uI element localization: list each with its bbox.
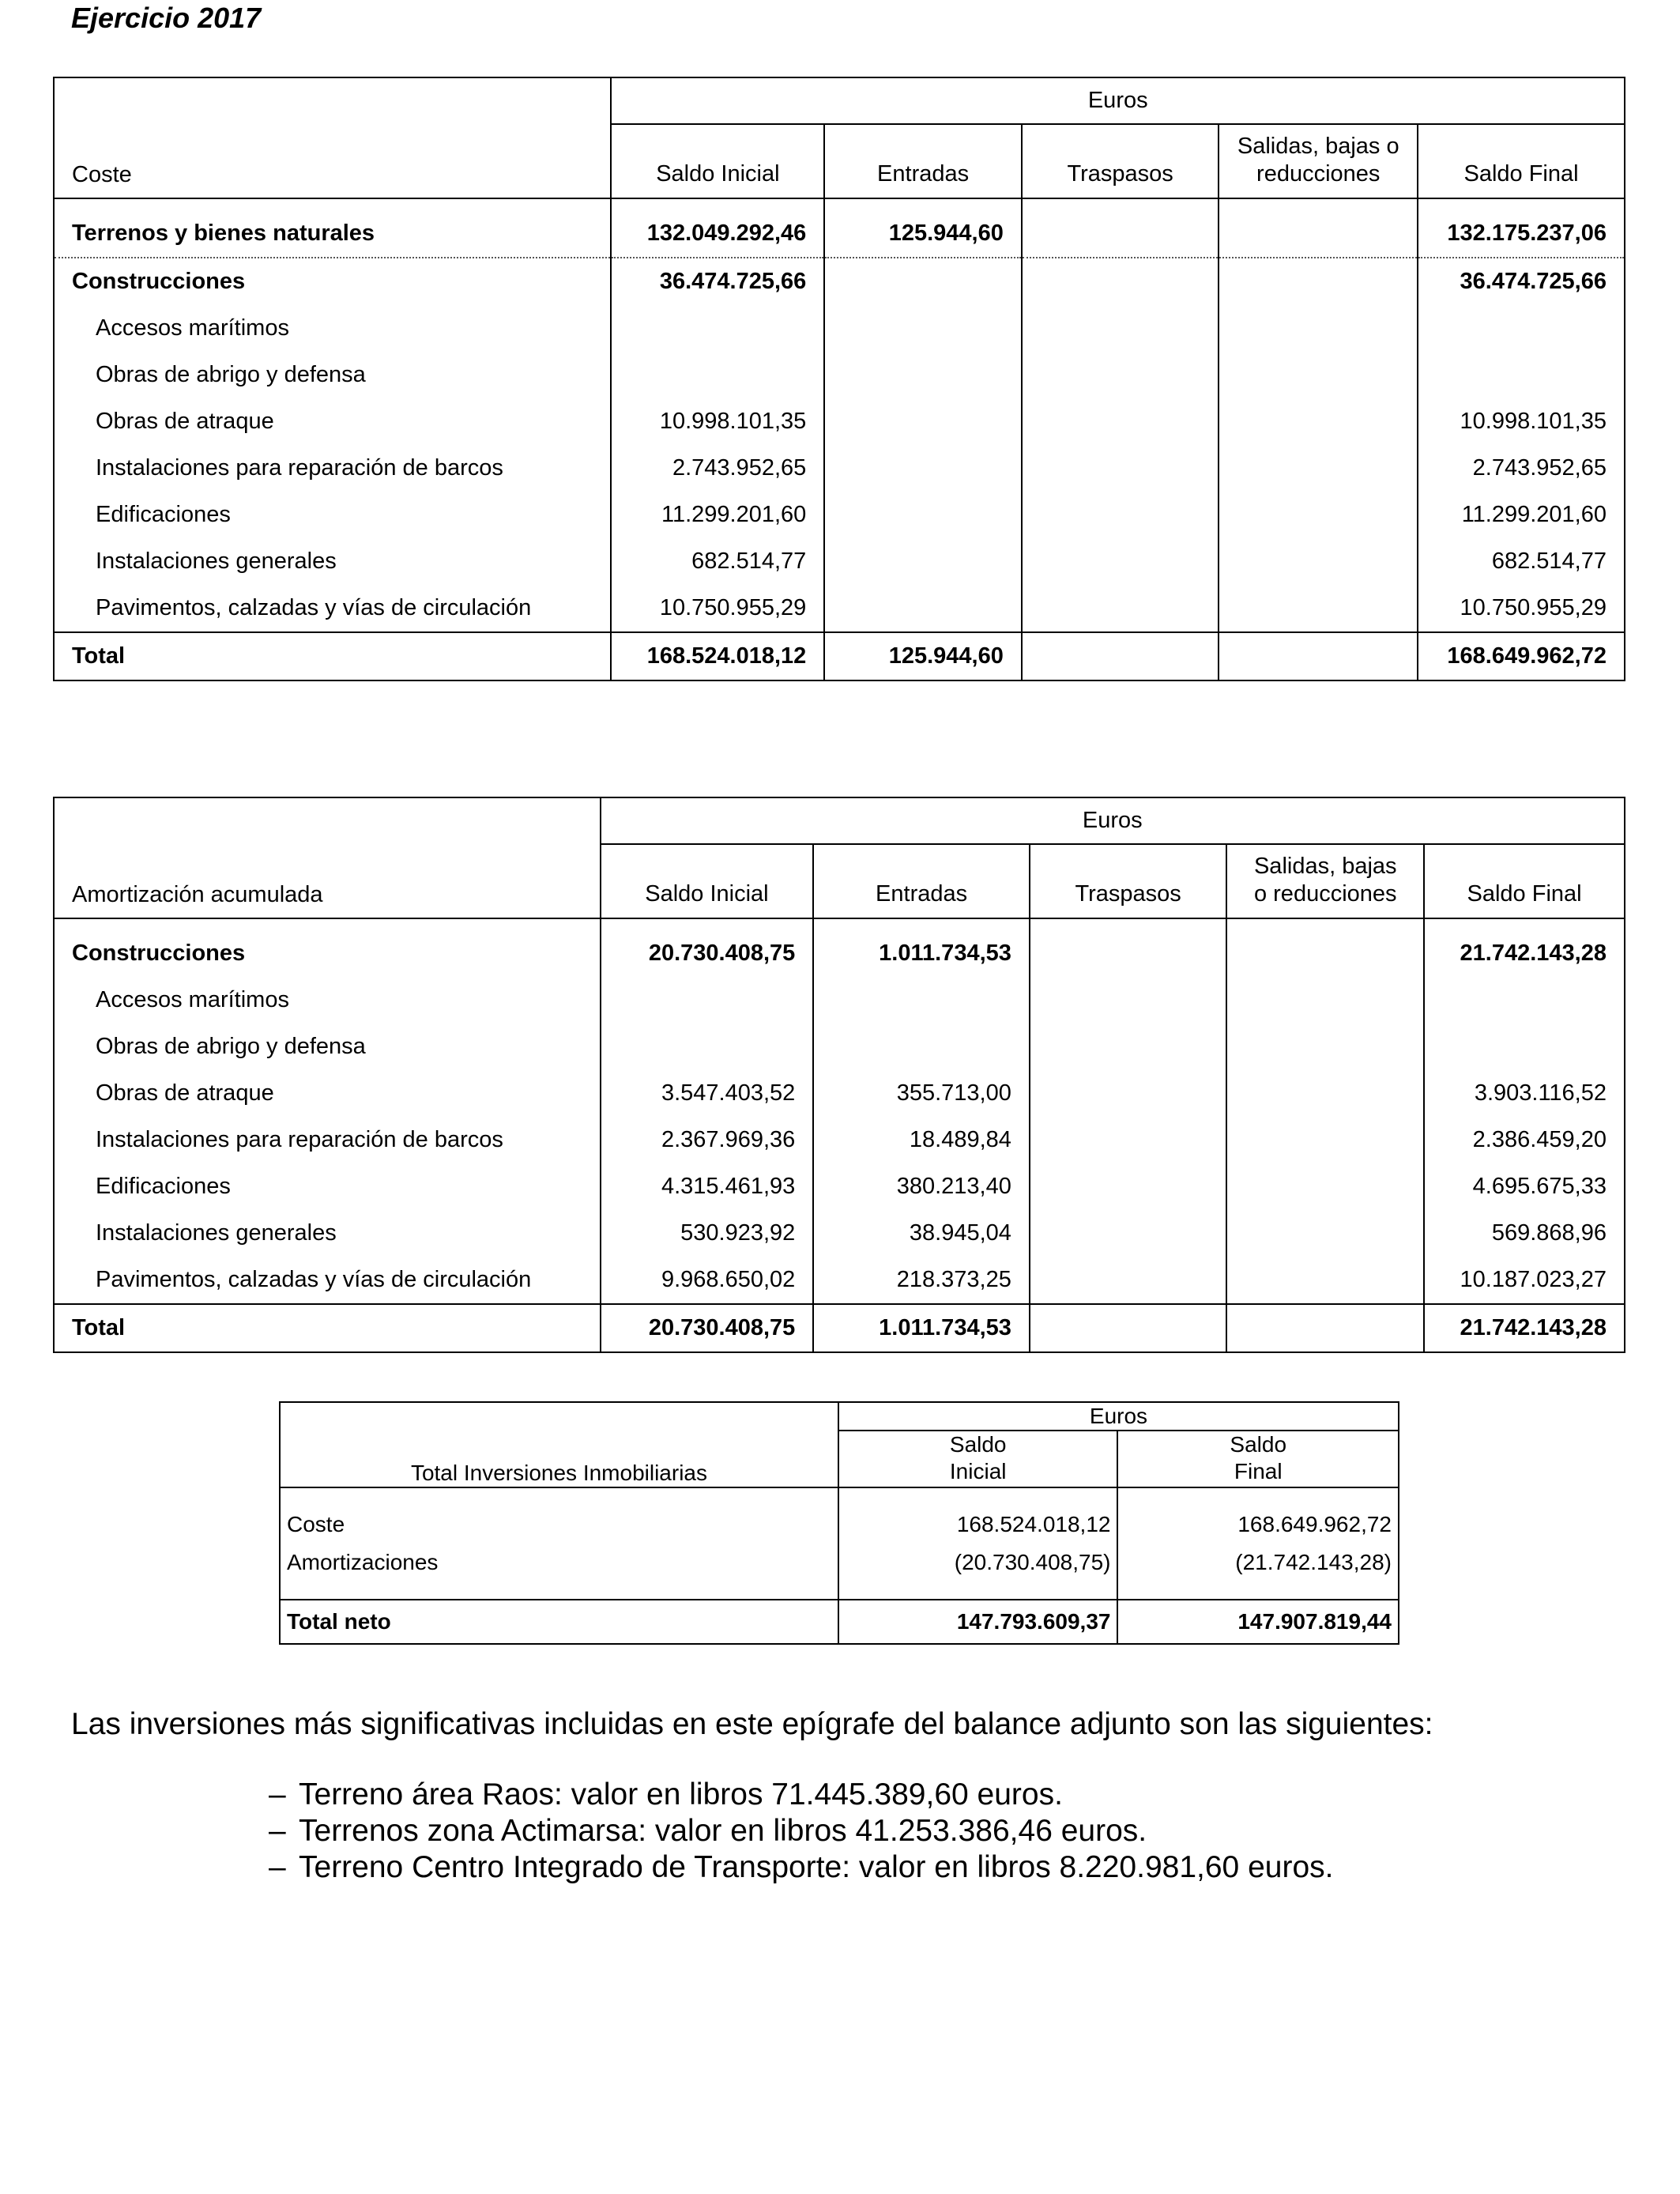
cell-value: 125.944,60 [824,632,1022,680]
list-item-text: Terrenos zona Actimarsa: valor en libros 41.253.386,46 euros. [299,1814,1147,1848]
cell-value [1030,1257,1227,1304]
cell-value [1030,930,1227,977]
cell-value [1022,538,1219,585]
cell-value: 3.547.403,52 [601,1070,814,1117]
table-row [54,492,1625,538]
cell-value [1424,977,1625,1023]
row-label: Obras de atraque [96,1080,274,1106]
table-row [54,445,1625,492]
summary-row-header: Total Inversiones Inmobiliarias [280,1402,838,1487]
cell-value: 36.474.725,66 [611,258,824,305]
row-label: Edificaciones [96,502,231,527]
cell-value [1022,258,1219,305]
column-header: Salidas, bajas o reducciones [1219,124,1418,198]
cell-value [1022,210,1219,258]
row-label: Pavimentos, calzadas y vías de circulación [96,1267,532,1292]
row-label: Accesos marítimos [96,987,289,1012]
row-label: Instalaciones generales [96,548,337,574]
cell-value [1030,1304,1227,1352]
cell-value: 168.524.018,12 [611,632,824,680]
cell-value [813,1023,1030,1070]
row-label: Pavimentos, calzadas y vías de circulación [96,595,532,620]
cell-value: 4.695.675,33 [1424,1163,1625,1210]
cell-value: 1.011.734,53 [813,930,1030,977]
cell-value [824,398,1022,445]
cell-value [1030,1117,1227,1163]
cell-value: 168.649.962,72 [1418,632,1625,680]
cell-value: 21.742.143,28 [1424,1304,1625,1352]
cell-value: 380.213,40 [813,1163,1030,1210]
table-row [54,585,1625,632]
row-label: Terrenos y bienes naturales [54,210,611,258]
cell-value: 530.923,92 [601,1210,814,1257]
cell-value [824,305,1022,352]
cell-value [1022,585,1219,632]
total-row [54,1304,1625,1352]
cell-value [601,1023,814,1070]
cell-value: 682.514,77 [611,538,824,585]
amort-group-header: Euros [601,797,1625,844]
table-row [54,930,1625,977]
table-row [54,977,1625,1023]
page-title: Ejercicio 2017 [71,2,262,34]
table-row [54,398,1625,445]
cell-value [1219,258,1418,305]
cell-value [1022,492,1219,538]
table-row [280,1544,1399,1581]
cell-value [824,538,1022,585]
cell-value [1022,352,1219,398]
cell-value [611,352,824,398]
cell-value: 355.713,00 [813,1070,1030,1117]
column-header: Saldo Final [1117,1431,1399,1487]
cell-value [1226,1163,1424,1210]
table-row [54,1257,1625,1304]
cell-value [1022,445,1219,492]
table-row [54,1023,1625,1070]
row-label: Obras de abrigo y defensa [96,362,366,387]
cell-value: 2.386.459,20 [1424,1117,1625,1163]
cell-value [1219,445,1418,492]
cell-value [1226,977,1424,1023]
column-header: Saldo Inicial [611,124,824,198]
cell-value: 682.514,77 [1418,538,1625,585]
cell-value: 20.730.408,75 [601,930,814,977]
table-row [280,1506,1399,1544]
cell-value [1424,1023,1625,1070]
cost-table [53,77,1625,681]
list-item [269,1777,1333,1813]
cell-value [1022,632,1219,680]
column-header: Saldo Inicial [838,1431,1118,1487]
cell-value: 2.743.952,65 [1418,445,1625,492]
row-label: Construcciones [72,941,246,966]
cell-value [1219,632,1418,680]
amortization-table [53,797,1625,1353]
column-header: Entradas [813,844,1030,918]
cell-value [1226,1023,1424,1070]
cell-value [1219,538,1418,585]
cell-value [1226,1210,1424,1257]
row-label: Coste [287,1512,345,1536]
cell-value [1226,1117,1424,1163]
row-label: Total neto [287,1609,391,1634]
cell-value: 10.750.955,29 [1418,585,1625,632]
cell-value: 10.187.023,27 [1424,1257,1625,1304]
cell-value [1030,1070,1227,1117]
cell-value: 2.743.952,65 [611,445,824,492]
cell-value [1226,1070,1424,1117]
cell-value [1226,1304,1424,1352]
cell-value [1219,210,1418,258]
table-row [54,538,1625,585]
cell-value: 132.049.292,46 [611,210,824,258]
cell-value [824,585,1022,632]
cell-value [824,258,1022,305]
cell-value: 132.175.237,06 [1418,210,1625,258]
column-header: Saldo Inicial [601,844,814,918]
total-row [280,1600,1399,1644]
list-item-text: Terreno Centro Integrado de Transporte: valor en libros 8.220.981,60 euros. [299,1850,1334,1884]
cell-value: 38.945,04 [813,1210,1030,1257]
column-header: Traspasos [1030,844,1227,918]
row-label: Total [72,643,126,669]
dash-bullet-icon: – [269,1777,286,1811]
cell-value [1030,1163,1227,1210]
cell-value [1022,398,1219,445]
cell-value: 20.730.408,75 [601,1304,814,1352]
cell-value: 10.998.101,35 [1418,398,1625,445]
summary-group-header: Euros [838,1402,1399,1431]
column-header: Traspasos [1022,124,1219,198]
table-row [54,1163,1625,1210]
dash-bullet-icon: – [269,1850,286,1884]
summary-table [279,1401,1399,1645]
cell-value: 11.299.201,60 [611,492,824,538]
cell-value: 10.998.101,35 [611,398,824,445]
cell-value: 4.315.461,93 [601,1163,814,1210]
cell-value [1022,305,1219,352]
cell-value: 1.011.734,53 [813,1304,1030,1352]
cell-value [611,305,824,352]
cell-value [601,977,814,1023]
row-label: Obras de atraque [96,409,274,434]
cell-value: 218.373,25 [813,1257,1030,1304]
cost-group-header: Euros [611,77,1625,124]
table-row [54,258,1625,305]
cell-value [1418,352,1625,398]
row-label: Instalaciones para reparación de barcos [96,1127,503,1152]
table-row [54,1117,1625,1163]
cell-value: 147.793.609,37 [838,1600,1118,1644]
table-row [54,1210,1625,1257]
row-label: Instalaciones para reparación de barcos [96,455,503,481]
cell-value: 18.489,84 [813,1117,1030,1163]
cell-value: 3.903.116,52 [1424,1070,1625,1117]
cost-row-header: Coste [72,162,132,187]
row-label: Instalaciones generales [96,1220,337,1246]
cell-value [824,492,1022,538]
cell-value [1030,1023,1227,1070]
dash-bullet-icon: – [269,1814,286,1848]
column-header: Entradas [824,124,1022,198]
list-item-text: Terreno área Raos: valor en libros 71.445.389,60 euros. [299,1777,1063,1811]
column-header: Saldo Final [1424,844,1625,918]
cell-value: 10.750.955,29 [611,585,824,632]
row-label: Accesos marítimos [96,315,289,341]
cell-value: 9.968.650,02 [601,1257,814,1304]
row-label: Amortizaciones [287,1550,439,1574]
cell-value: (20.730.408,75) [838,1544,1118,1581]
body-paragraph: Las inversiones más significativas incluidas en este epígrafe del balance adjunto son las siguientes: [71,1707,1433,1741]
cell-value [813,977,1030,1023]
cell-value: 125.944,60 [824,210,1022,258]
cell-value [1030,977,1227,1023]
row-label: Construcciones [72,269,246,294]
total-row [54,632,1625,680]
table-row [54,210,1625,258]
table-row [54,305,1625,352]
bullet-list [269,1777,1333,1886]
cell-value [1030,1210,1227,1257]
table-row [54,352,1625,398]
cell-value: 36.474.725,66 [1418,258,1625,305]
list-item [269,1849,1333,1886]
cell-value [824,445,1022,492]
cell-value: 2.367.969,36 [601,1117,814,1163]
cell-value [824,352,1022,398]
cell-value [1219,352,1418,398]
row-label: Edificaciones [96,1174,231,1199]
cell-value [1226,930,1424,977]
row-label: Obras de abrigo y defensa [96,1034,366,1059]
cell-value: 168.524.018,12 [838,1506,1118,1544]
cell-value: 11.299.201,60 [1418,492,1625,538]
row-label: Total [72,1315,126,1340]
cell-value [1219,585,1418,632]
column-header: Salidas, bajas o reducciones [1226,844,1424,918]
cell-value: (21.742.143,28) [1117,1544,1399,1581]
cell-value: 147.907.819,44 [1117,1600,1399,1644]
cell-value: 21.742.143,28 [1424,930,1625,977]
cell-value [1219,398,1418,445]
cell-value [1219,305,1418,352]
amort-row-header: Amortización acumulada [72,882,323,907]
cell-value: 168.649.962,72 [1117,1506,1399,1544]
cell-value: 569.868,96 [1424,1210,1625,1257]
column-header: Saldo Final [1418,124,1625,198]
table-row [54,1070,1625,1117]
cell-value [1226,1257,1424,1304]
cell-value [1418,305,1625,352]
list-item [269,1813,1333,1849]
cell-value [1219,492,1418,538]
